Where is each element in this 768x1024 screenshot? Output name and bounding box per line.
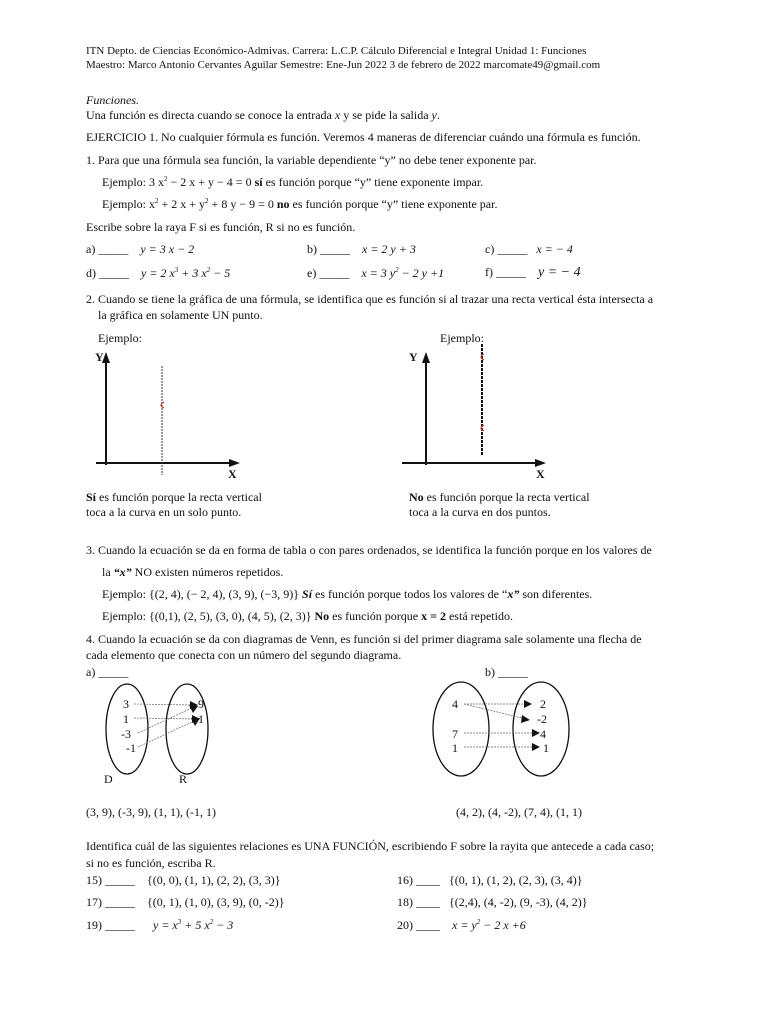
rule-1-example-1: Ejemplo: 3 $x^2 - 2$ x + y − 4 = 0 sí es función porque “y” tiene exponente impar. [102, 175, 484, 189]
graph-right-explanation-2: toca a la curva en dos puntos. [409, 505, 551, 519]
venn-b-left-2: 7 [452, 727, 458, 741]
arrows [464, 704, 534, 747]
rule-4-line-2: cada elemento que conecta con un número del segundo diagrama. [86, 648, 402, 662]
final-instruction-1: Identifica cuál de las siguientes relaciones es UNA FUNCIÓN, escribiendo F sobre la rayita que antecede a cada caso; [86, 839, 655, 853]
rule-1-example-2: Ejemplo: $x^2 + 2$ $x + y^2 + 8$ y − 9 = 0 no es función porque “y” tiene exponente par. [102, 197, 498, 211]
y-axis-arrow [422, 352, 430, 363]
item-15[interactable]: 15) _____ {(0, 0), (1, 1), (2, 2), (3, 3)} [86, 873, 281, 887]
item-a[interactable]: a) _____ y = 3 x − 2 [86, 242, 195, 256]
graph-left-y-label: Y [95, 350, 104, 364]
venn-b-right-3: 4 [540, 727, 546, 741]
x-axis-arrow [229, 459, 240, 467]
graph-right-explanation-1: No es función porque la recta vertical [409, 490, 590, 504]
venn-a-range-label: R [179, 772, 188, 786]
header-line-1: ITN Depto. de Ciencias Económico-Admivas. Carrera: L.C.P. Cálculo Diferencial e Integral Unidad 1: Funciones [86, 45, 587, 57]
graph-left-x-label: X [228, 467, 237, 481]
exercise-heading: EJERCICIO 1. No cualquier fórmula es función. Veremos 4 maneras de diferenciar cuándo una fórmula es función. [86, 130, 641, 144]
graph-left [92, 350, 252, 480]
item-19[interactable]: 19) _____ $y = x^3 + 5$ $x^2 - 3$ [86, 918, 234, 932]
venn-a-left-3: -3 [121, 727, 131, 741]
venn-a-left-1: 3 [123, 697, 129, 711]
venn-a-domain-label: D [104, 772, 113, 786]
x-axis-arrow [535, 459, 546, 467]
graph-left-explanation-1: Sí es función porque la recta vertical [86, 490, 262, 504]
final-instruction-2: si no es función, escriba R. [86, 856, 216, 870]
rule-2-line-2: la gráfica en solamente UN punto. [98, 308, 263, 322]
venn-a-left-4: -1 [126, 741, 136, 755]
rule-3-line-1: 3. Cuando la ecuación se da en forma de tabla o con pares ordenados, se identifica la función porque en los valores de [86, 543, 652, 557]
item-17[interactable]: 17) _____ {(0, 1), (1, 0), (3, 9), (0, -2)} [86, 895, 285, 909]
venn-b-right-1: 2 [540, 697, 546, 711]
item-16[interactable]: 16) ____ {(0, 1), (1, 2), (2, 3), (3, 4)} [397, 873, 583, 887]
rule-1: 1. Para que una fórmula sea función, la variable dependiente “y” no debe tener exponente par. [86, 153, 537, 167]
graph-right-x-label: X [536, 467, 545, 481]
venn-b-pairs: (4, 2), (4, -2), (7, 4), (1, 1) [456, 805, 582, 819]
rule-3-example-1: Ejemplo: {(2, 4), (− 2, 4), (3, 9), (−3, 9)} Sí es función porque todos los valores de “x” son diferentes. [102, 587, 593, 601]
venn-a-right-1: 9 [198, 697, 204, 711]
item-e[interactable]: e) _____ x = 3 $y^2 - 2$ y +1 [307, 266, 445, 280]
rule-3-example-2: Ejemplo: {(0,1), (2, 5), (3, 0), (4, 5), (2, 3)} No es función porque x = 2 está repetido. [102, 609, 513, 623]
graph-left-explanation-2: toca a la curva en un solo punto. [86, 505, 242, 519]
graph-right [400, 350, 560, 480]
item-d[interactable]: d) _____ y = 2 $x^3 + 3$ $x^2 - 5$ [86, 266, 231, 280]
graph-right-y-label: Y [409, 350, 418, 364]
rule-3-line-2: la “x” NO existen números repetidos. [102, 565, 284, 579]
item-c[interactable]: c) _____ x = − 4 [485, 242, 573, 256]
venn-b-label[interactable]: b) _____ [485, 665, 528, 679]
section-title: Funciones. [86, 93, 139, 107]
header-line-2: Maestro: Marco Antonio Cervantes Aguilar Semestre: Ene-Jun 2022 3 de febrero de 2022 marcomate49@gmail.com [86, 59, 601, 71]
venn-a-left-2: 1 [123, 712, 129, 726]
venn-b-left-1: 4 [452, 697, 458, 711]
arrows [134, 704, 194, 747]
item-20[interactable]: 20) ____ $x = y^2 - 2$ x +6 [397, 918, 526, 932]
rule-1-instruction: Escribe sobre la raya F si es función, R si no es función. [86, 220, 356, 234]
function-definition: Una función es directa cuando se conoce la entrada x y se pide la salida y. [86, 108, 440, 122]
graph-left-caption: Ejemplo: [98, 331, 142, 345]
venn-a-label[interactable]: a) _____ [86, 665, 129, 679]
graph-right-caption: Ejemplo: [440, 331, 484, 345]
venn-a-right-2: 1 [198, 712, 204, 726]
item-b[interactable]: b) _____ x = 2 y + 3 [307, 242, 416, 256]
rule-4-line-1: 4. Cuando la ecuación se da con diagramas de Venn, es función si del primer diagrama sale solamente una flecha de [86, 632, 642, 646]
domain-ellipse [433, 682, 489, 776]
item-18[interactable]: 18) ____ {(2,4), (4, -2), (9, -3), (4, 2)} [397, 895, 588, 909]
item-f[interactable]: f) _____ y = − 4 [485, 265, 581, 280]
venn-b-right-2: -2 [537, 712, 547, 726]
venn-b-right-4: 1 [543, 741, 549, 755]
venn-a-pairs: (3, 9), (-3, 9), (1, 1), (-1, 1) [86, 805, 216, 819]
venn-b-left-3: 1 [452, 741, 458, 755]
rule-2-line-1: 2. Cuando se tiene la gráfica de una fórmula, se identifica que es función si al trazar una recta vertical ésta intersecta a [86, 292, 654, 306]
